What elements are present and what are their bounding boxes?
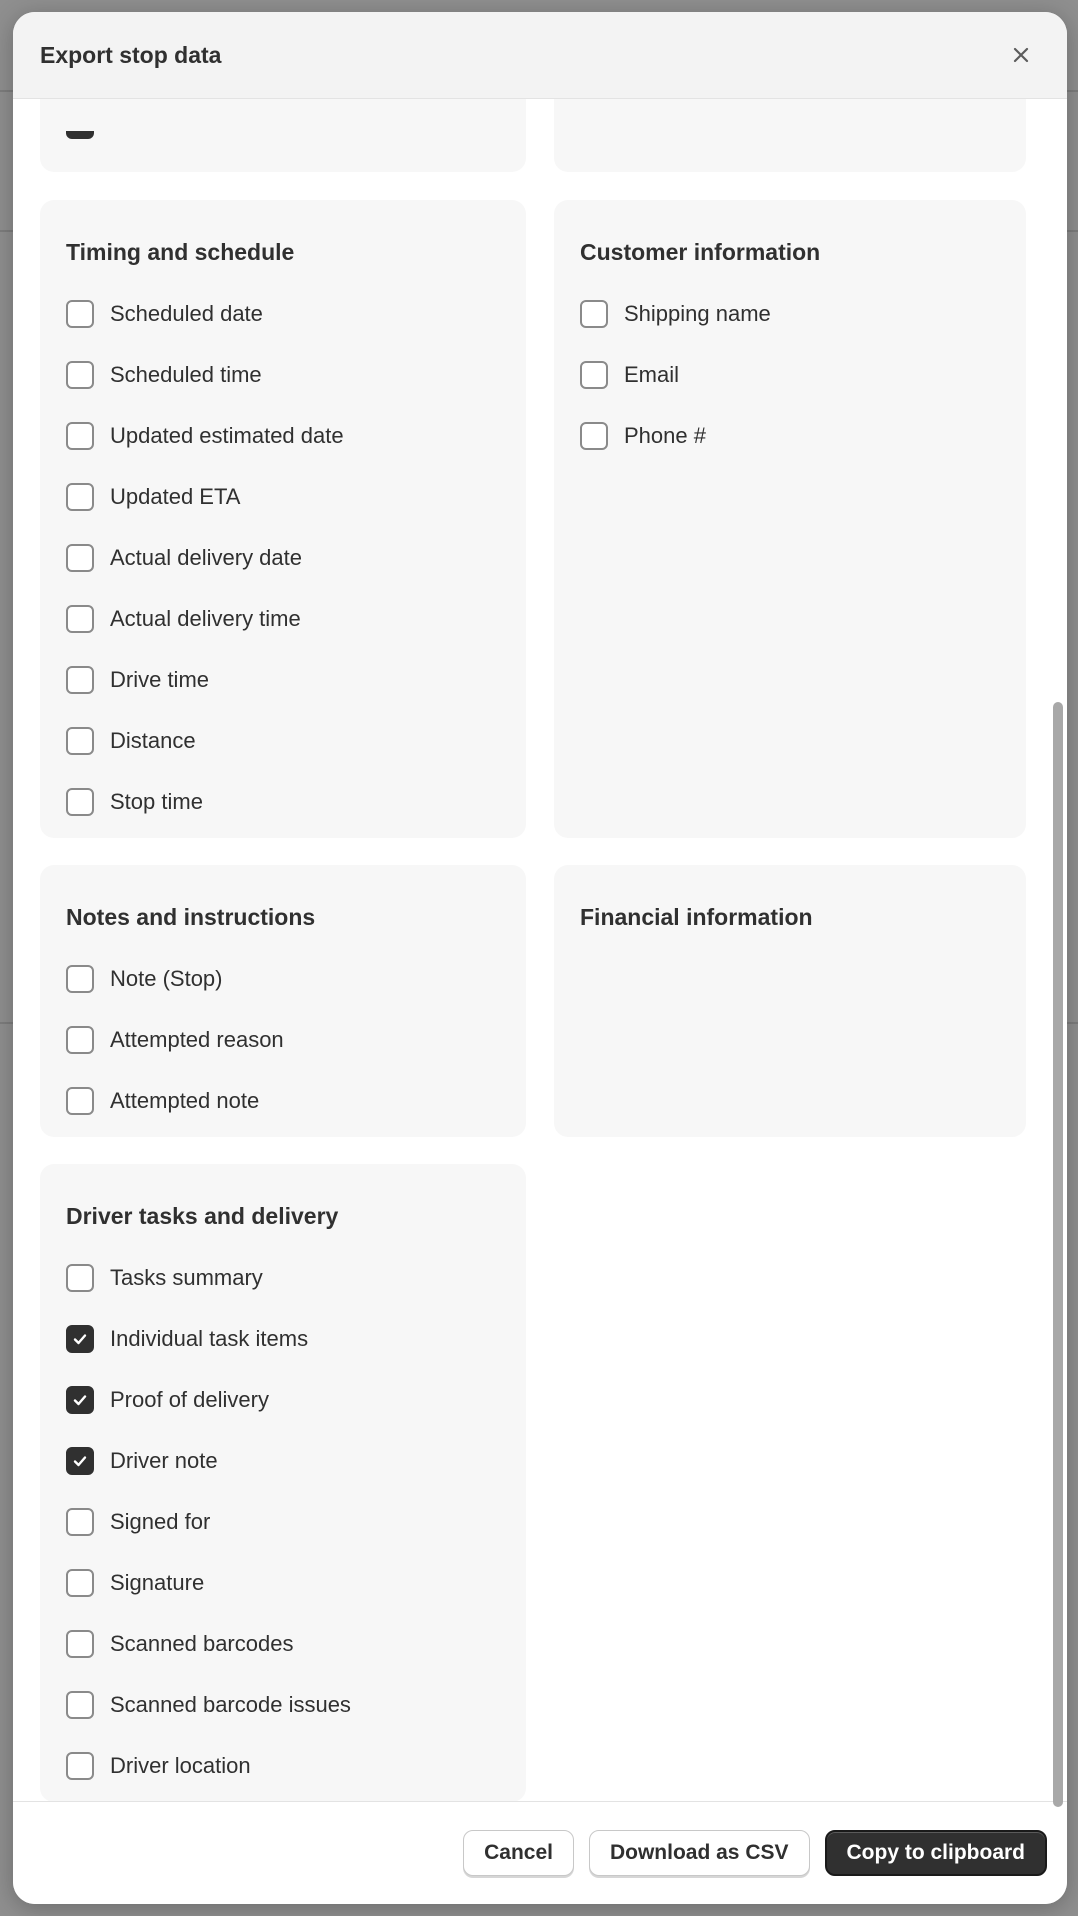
checkbox-option[interactable] [66, 405, 500, 466]
checkbox-option[interactable] [66, 1430, 500, 1491]
section-card-previous-right [554, 99, 1026, 172]
checkbox-label: Shipping name [624, 300, 771, 326]
checkbox-option[interactable] [66, 1247, 500, 1308]
checkbox-option[interactable] [66, 283, 500, 344]
checkbox-label: Signed for [110, 1508, 211, 1534]
section-driver [40, 1164, 526, 1802]
checkbox[interactable] [66, 1752, 94, 1780]
checkbox[interactable] [66, 965, 94, 993]
checkbox[interactable] [66, 361, 94, 389]
checkbox-option[interactable] [66, 1735, 500, 1796]
checkbox-label: Distance [110, 727, 196, 753]
checkbox-option[interactable] [66, 1369, 500, 1430]
checkbox-label: Drive time [110, 666, 210, 692]
modal-footer [13, 1801, 1067, 1904]
checkbox[interactable] [66, 1386, 94, 1414]
checkbox-option[interactable] [66, 466, 500, 527]
checkbox[interactable] [66, 1325, 94, 1353]
section-title: Financial information [580, 904, 813, 930]
checkbox-option[interactable] [66, 1070, 500, 1131]
checkmark-icon [71, 1452, 89, 1470]
section-title: Customer information [580, 239, 821, 265]
section-title: Notes and instructions [66, 904, 316, 930]
checkbox[interactable] [66, 605, 94, 633]
checkbox[interactable] [66, 483, 94, 511]
checkbox-partial[interactable] [66, 131, 94, 139]
checkbox-option[interactable] [66, 1552, 500, 1613]
checkbox[interactable] [66, 300, 94, 328]
scrollbar-thumb[interactable] [1053, 702, 1063, 1807]
checkbox-label: Actual delivery time [110, 605, 301, 631]
checkbox[interactable] [66, 788, 94, 816]
checkbox-label: Scanned barcodes [110, 1630, 294, 1656]
checkbox[interactable] [66, 422, 94, 450]
checkbox-option[interactable] [580, 283, 1000, 344]
checkbox-label: Scheduled date [110, 300, 263, 326]
checkbox[interactable] [66, 1508, 94, 1536]
checkbox-option[interactable] [66, 771, 500, 832]
section-title: Driver tasks and delivery [66, 1203, 339, 1229]
cancel-button[interactable]: Cancel [463, 1830, 574, 1876]
checkbox-label: Actual delivery date [110, 544, 302, 570]
checkbox[interactable] [580, 300, 608, 328]
checkbox-label: Note (Stop) [110, 965, 223, 991]
section-financial [554, 865, 1026, 1137]
checkbox-option[interactable] [66, 1009, 500, 1070]
checkbox-label: Signature [110, 1569, 205, 1595]
checkbox[interactable] [66, 1026, 94, 1054]
checkbox-label: Scheduled time [110, 361, 262, 387]
checkbox-label: Updated estimated date [110, 422, 344, 448]
section-customer [554, 200, 1026, 838]
checkbox-label: Driver note [110, 1447, 218, 1473]
checkbox-label: Attempted note [110, 1087, 260, 1113]
checkbox-option[interactable] [66, 588, 500, 649]
checkbox[interactable] [66, 1087, 94, 1115]
checkbox-label: Driver location [110, 1752, 251, 1778]
checkbox-label: Individual task items [110, 1325, 309, 1351]
checkbox-label: Attempted reason [110, 1026, 284, 1052]
modal-header [13, 12, 1067, 99]
close-icon [1012, 46, 1030, 64]
checkbox-option[interactable] [66, 710, 500, 771]
checkbox-option[interactable] [66, 1491, 500, 1552]
checkbox[interactable] [66, 1569, 94, 1597]
modal-body[interactable] [13, 99, 1067, 1813]
checkbox-label: Stop time [110, 788, 203, 814]
copy-to-clipboard-button[interactable]: Copy to clipboard [825, 1830, 1048, 1876]
checkbox-option[interactable] [66, 1613, 500, 1674]
checkbox[interactable] [66, 666, 94, 694]
checkbox[interactable] [580, 361, 608, 389]
close-button[interactable] [1001, 35, 1041, 75]
checkbox-option[interactable] [66, 344, 500, 405]
checkbox[interactable] [66, 1630, 94, 1658]
section-title: Timing and schedule [66, 239, 295, 265]
checkbox-label: Phone # [624, 422, 706, 448]
checkbox-label: Updated ETA [110, 483, 241, 509]
checkbox-label: Scanned barcode issues [110, 1691, 351, 1717]
section-notes [40, 865, 526, 1137]
checkbox-option[interactable] [66, 649, 500, 710]
checkmark-icon [71, 1391, 89, 1409]
modal-title: Export stop data [40, 41, 222, 68]
checkbox-option[interactable] [580, 405, 1000, 466]
checkbox[interactable] [66, 727, 94, 755]
checkbox-label: Tasks summary [110, 1264, 263, 1290]
download-csv-button[interactable]: Download as CSV [589, 1830, 810, 1876]
checkbox[interactable] [66, 1691, 94, 1719]
checkbox[interactable] [580, 422, 608, 450]
checkbox-option[interactable] [66, 1308, 500, 1369]
section-timing [40, 200, 526, 838]
checkbox-option[interactable] [66, 948, 500, 1009]
checkbox-label: Proof of delivery [110, 1386, 269, 1412]
section-card-previous-left [40, 99, 526, 172]
checkbox[interactable] [66, 1447, 94, 1475]
checkbox-option[interactable] [66, 1674, 500, 1735]
checkbox[interactable] [66, 1264, 94, 1292]
checkbox-option[interactable] [66, 527, 500, 588]
checkbox-label: Email [624, 361, 680, 387]
export-modal [13, 12, 1067, 1904]
checkmark-icon [71, 1330, 89, 1348]
checkbox[interactable] [66, 544, 94, 572]
checkbox-option[interactable] [580, 344, 1000, 405]
